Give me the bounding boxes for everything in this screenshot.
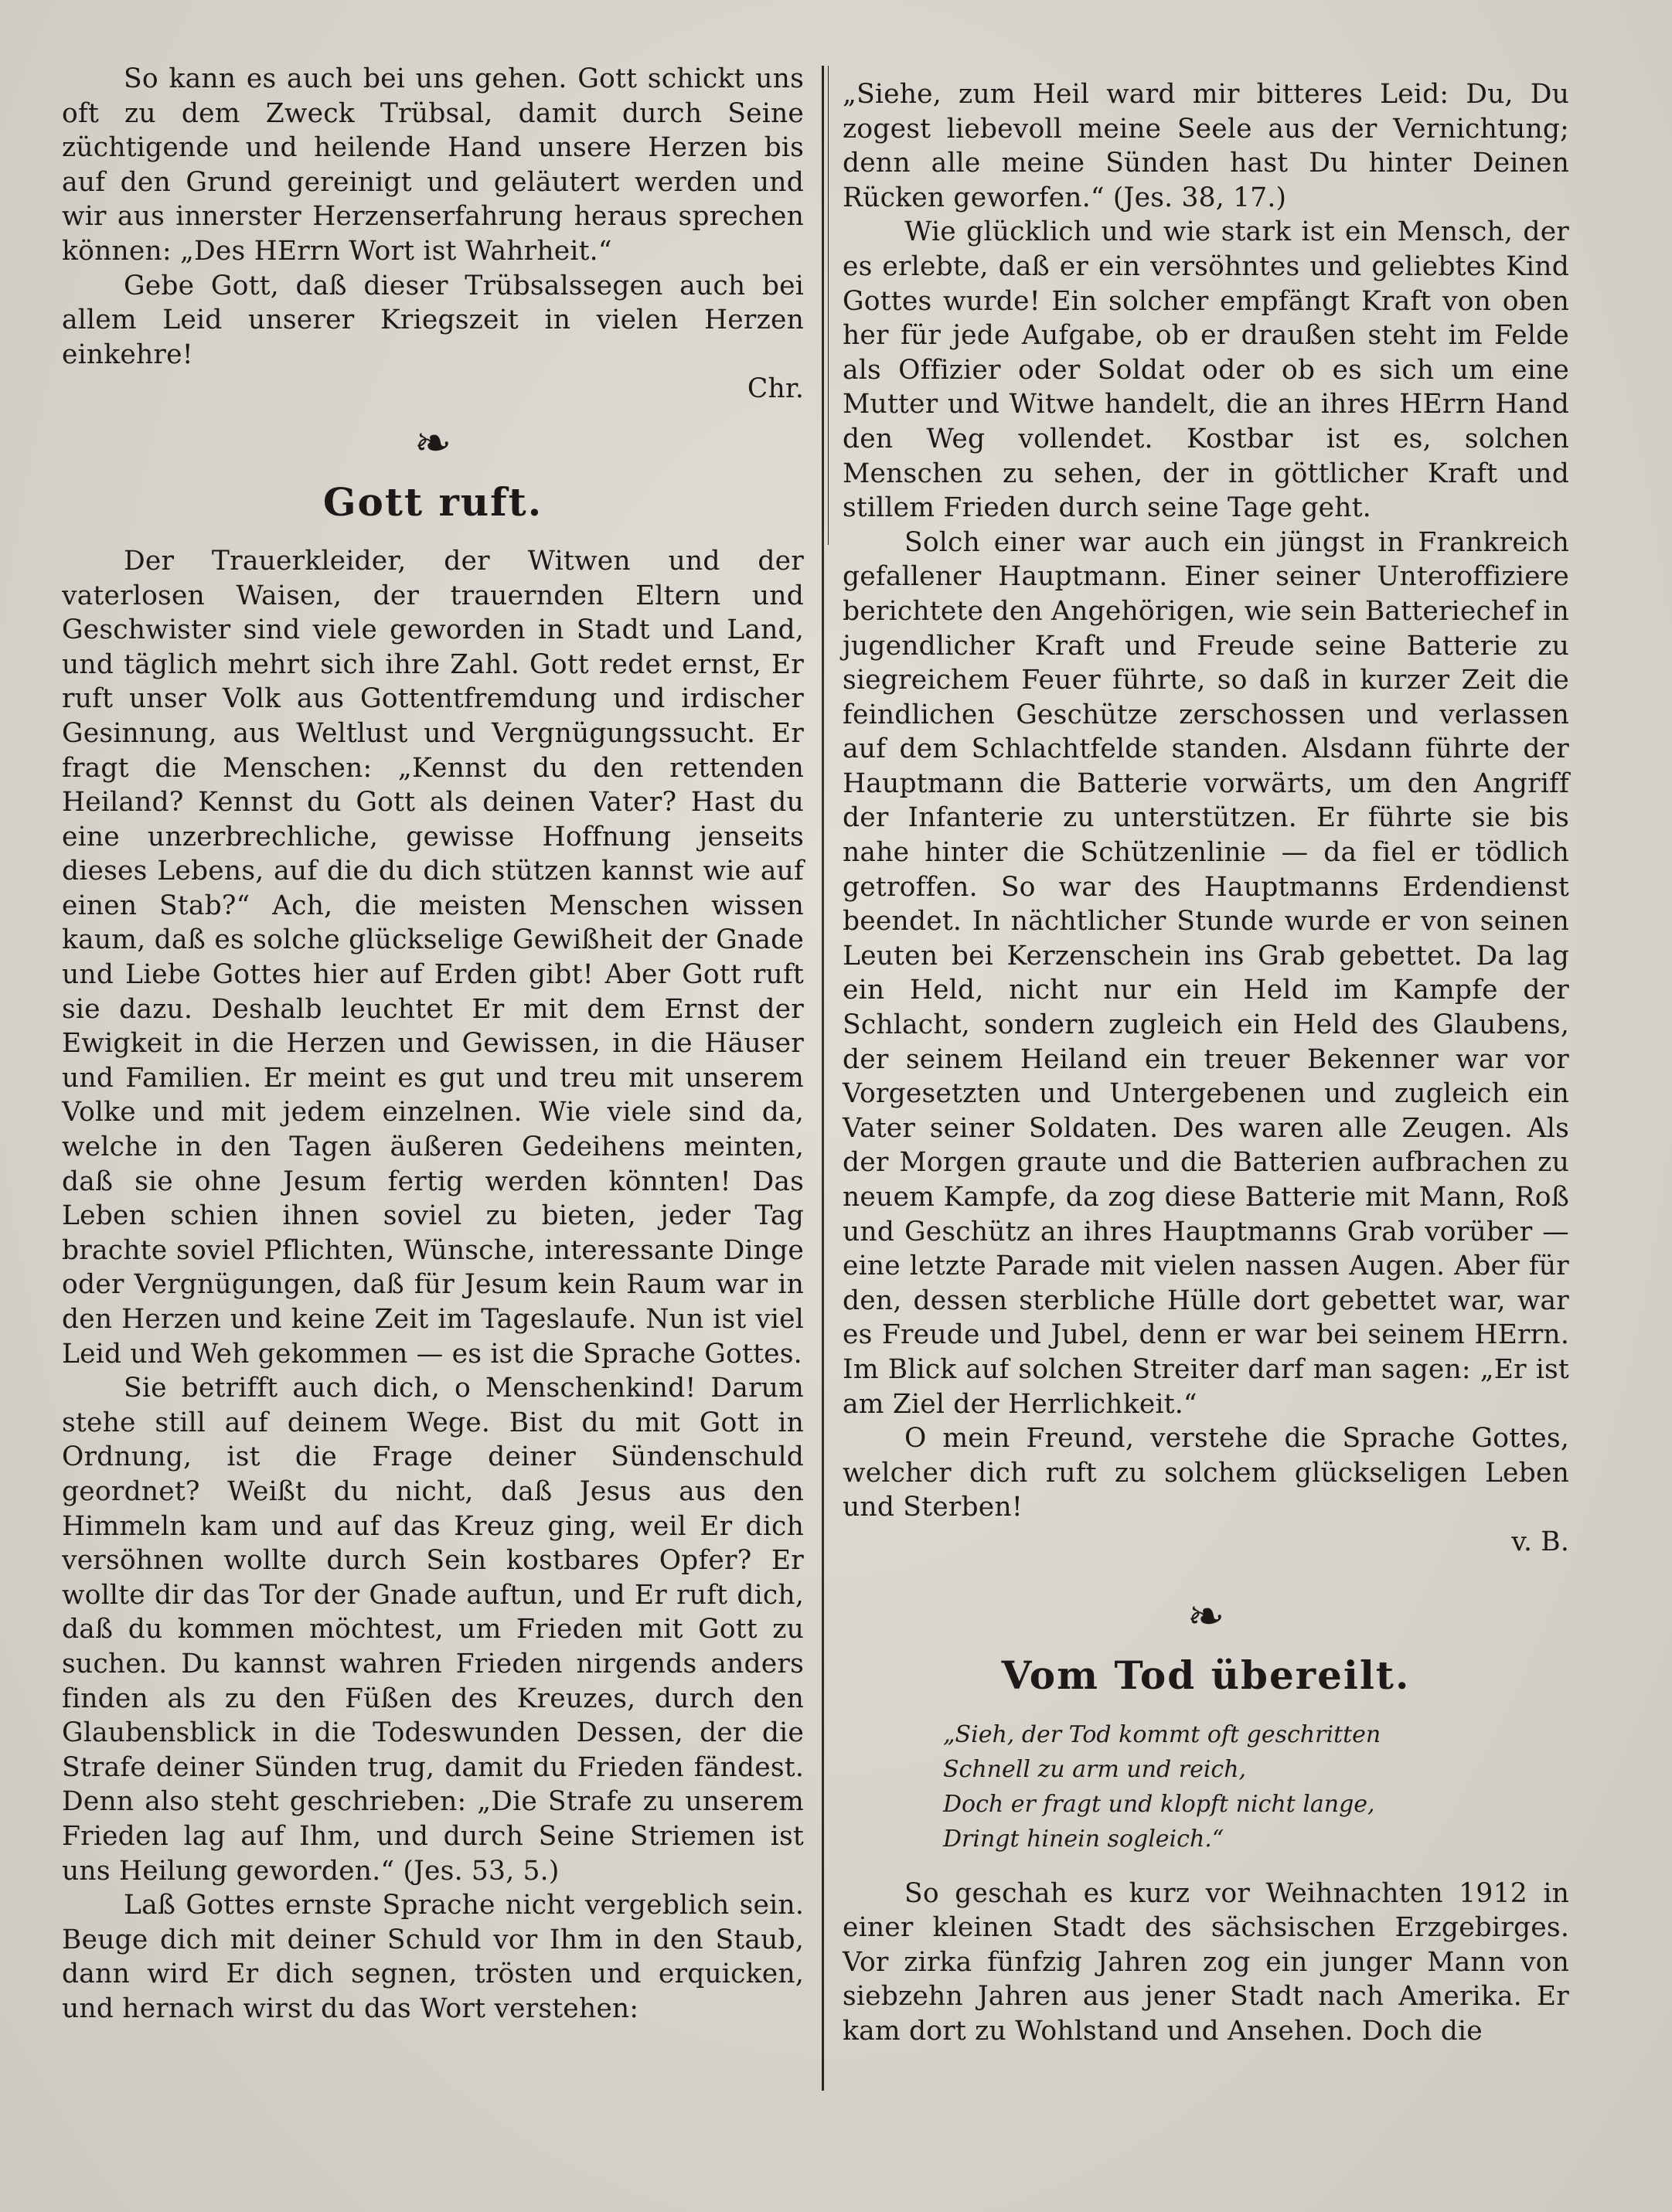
paragraph: O mein Freund, verstehe die Sprache Gottes, welcher dich ruft zu solchem glückseligen Leben und Sterben! <box>843 1423 1569 1523</box>
paragraph: Gebe Gott, daß dieser Trübsalssegen auch bei allem Leid unserer Kriegszeit in vielen Herzen einkehre! <box>62 270 804 370</box>
paragraph: Der Trauerkleider, der Witwen und der vaterlosen Waisen, der trauernden Eltern und Geschwister sind viele geworden in Stadt und Land, und täglich mehrt sich ihre Zahl. Gott redet ernst, Er ruft unser Volk aus Gottentfremdung und irdischer Gesinnung, aus Weltlust und Vergnügungssucht. Er fragt die Menschen: „Kennst du den rettenden Heiland? Kennst du Gott als deinen Vater? Hast du eine unzerbrechliche, gewisse Hoffnung jenseits dieses Lebens, auf die du dich stützen kannst wie auf einen Stab?“ Ach, die meisten Menschen wissen kaum, daß es solche glückselige Gewißheit der Gnade und Liebe Gottes hier auf Erden gibt! Aber Gott ruft sie dazu. Deshalb leuchtet Er mit dem Ernst der Ewigkeit in die Herzen und Gewissen, in die Häuser und Familien. Er meint es gut und treu mit unserem Volke und mit jedem einzelnen. Wie viele sind da, welche in den Tagen äußeren Gedeihens meinten, daß sie ohne Jesum fertig werden könnten! Das Leben schien ihnen soviel zu bieten, jeder Tag brachte soviel Pflichten, Wünsche, interessante Dinge oder Vergnügungen, daß für Jesum kein Raum war in den Herzen und keine Zeit im Tageslaufe. Nun ist viel Leid und Weh gekommen — es ist die Sprache Gottes. <box>62 545 804 1370</box>
poem-line: „Sieh, der Tod kommt oft geschritten <box>943 1720 1381 1748</box>
fleuron-ornament-icon: ❧ <box>1187 1589 1225 1642</box>
paragraph: So kann es auch bei uns gehen. Gott schickt uns oft zu dem Zweck Trübsal, damit durch Seine züchtigende und heilende Hand unsere Herzen bis auf den Grund gereinigt und geläutert werden und wir aus innerster Herzenserfahrung heraus sprechen können: „Des HErrn Wort ist Wahrheit.“ <box>62 63 804 267</box>
right-column <box>843 77 1569 2049</box>
signature: Chr. <box>747 373 804 405</box>
column-divider-thin <box>828 66 829 545</box>
column-divider <box>822 66 824 2091</box>
signature: v. B. <box>1511 1526 1569 1557</box>
paragraph: Sie betrifft auch dich, o Menschenkind! Darum stehe still auf deinem Wege. Bist du mit Gott in Ordnung, ist die Frage deiner Sündenschuld geordnet? Weißt du nicht, daß Jesus aus den Himmeln kam und auf das Kreuz ging, weil Er dich versöhnen wollte durch Sein kostbares Opfer? Er wollte dir das Tor der Gnade auftun, und Er ruft dich, daß du kommen möchtest, um Frieden mit Gott zu suchen. Du kannst wahren Frieden nirgends anders finden als zu den Füßen des Kreuzes, durch den Glaubensblick in die Todeswunden Dessen, der die Strafe deiner Sünden trug, damit du Frieden fändest. Denn also steht geschrieben: „Die Strafe zu unserem Frieden lag auf Ihm, und durch Seine Striemen ist uns Heilung geworden.“ (Jes. 53, 5.) <box>62 1373 804 1887</box>
article-title: Gott ruft. <box>322 478 543 525</box>
poem <box>943 1717 1569 1856</box>
paragraph: Wie glücklich und wie stark ist ein Mensch, der es erlebte, daß er ein versöhntes und geliebtes Kind Gottes wurde! Ein solcher empfängt Kraft von oben her für jede Aufgabe, ob er draußen steht im Felde als Offizier oder Soldat oder ob es sich um eine Mutter und Witwe handelt, die an ihres HErrn Hand den Weg vollendet. Kostbar ist es, solchen Menschen zu sehen, der in göttlicher Kraft und stillem Frieden durch seine Tage geht. <box>843 216 1569 524</box>
fleuron-ornament-icon: ❧ <box>414 416 452 469</box>
paragraph: Solch einer war auch ein jüngst in Frankreich gefallener Hauptmann. Einer seiner Unteroffiziere berichtete den Angehörigen, wie sein Batteriechef in jugendlicher Kraft und Freude seine Batterie zu siegreichem Feuer führte, so daß in kurzer Zeit die feindlichen Geschütze zerschossen und verlassen auf dem Schlachtfelde standen. Alsdann führte der Hauptmann die Batterie vorwärts, um den Angriff der Infanterie zu unterstützen. Er führte sie bis nahe hinter die Schützenlinie — da fiel er tödlich getroffen. So war des Hauptmanns Erdendienst beendet. In nächtlicher Stunde wurde er von seinen Leuten bei Kerzenschein ins Grab gebettet. Da lag ein Held, nicht nur ein Held im Kampfe der Schlacht, sondern zugleich ein Held des Glaubens, der seinem Heiland ein treuer Bekenner war vor Vorgesetzten und Untergebenen und zugleich ein Vater seiner Soldaten. Des waren alle Zeugen. Als der Morgen graute und die Batterien aufbrachen zu neuem Kampfe, da zog diese Batterie mit Mann, Roß und Geschütz an ihres Hauptmanns Grab vorüber — eine letzte Parade mit vielen nassen Augen. Aber für den, dessen sterbliche Hülle dort gebettet war, war es Freude und Jubel, denn er war bei seinem HErrn. Im Blick auf solchen Streiter darf man sagen: „Er ist am Ziel der Herrlichkeit.“ <box>843 526 1569 1420</box>
paragraph: „Siehe, zum Heil ward mir bitteres Leid: Du, Du zogest liebevoll meine Seele aus der Vernichtung; denn alle meine Sünden hast Du hinter Deinen Rücken geworfen.“ (Jes. 38, 17.) <box>843 79 1569 213</box>
paragraph: Laß Gottes ernste Sprache nicht vergeblich sein. Beuge dich mit deiner Schuld vor Ihm in den Staub, dann wird Er dich segnen, trösten und erquicken, und hernach wirst du das Wort verstehen: <box>62 1890 804 2024</box>
poem-line: Dringt hinein sogleich.“ <box>943 1825 1224 1853</box>
poem-line: Schnell zu arm und reich, <box>943 1755 1247 1783</box>
paragraph: So geschah es kurz vor Weihnachten 1912 in einer kleinen Stadt des sächsischen Erzgebirges. Vor zirka fünfzig Jahren zog ein junger Mann von siebzehn Jahren aus jener Stadt nach Amerika. Er kam dort zu Wohlstand und Ansehen. Doch die <box>843 1877 1569 2047</box>
left-column <box>62 62 804 2026</box>
poem-line: Doch er fragt und klopft nicht lange, <box>943 1790 1375 1818</box>
article-title: Vom Tod übereilt. <box>1001 1652 1411 1698</box>
